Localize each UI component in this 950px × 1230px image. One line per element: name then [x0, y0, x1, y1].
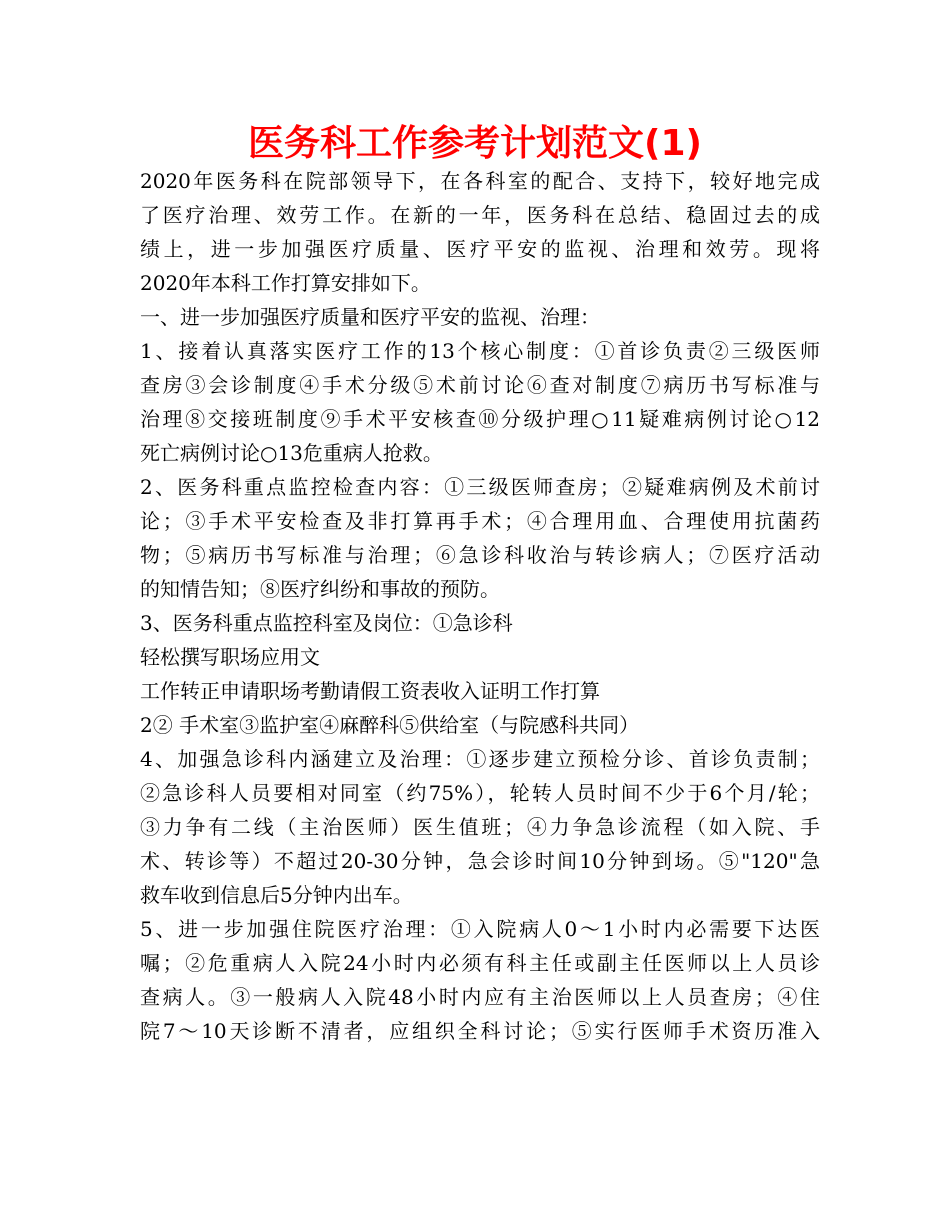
- text-line: 嘱；②危重病人入院24小时内必须有科主任或副主任医师以上人员诊: [140, 951, 820, 975]
- text-line: 1、接着认真落实医疗工作的13个核心制度：①首诊负责②三级医师: [140, 339, 820, 363]
- text-line: 死亡病例讨论○13危重病人抢救。: [140, 441, 443, 465]
- text-line: ③力争有二线（主治医师）医生值班；④力争急诊流程（如入院、手: [140, 815, 820, 839]
- text-line: 一、进一步加强医疗质量和医疗平安的监视、治理：: [140, 305, 600, 329]
- text-line: 查房③会诊制度④手术分级⑤术前讨论⑥查对制度⑦病历书写标准与: [140, 373, 820, 397]
- text-line: 绩上，进一步加强医疗质量、医疗平安的监视、治理和效劳。现将: [140, 237, 820, 261]
- text-line: 查病人。③一般病人入院48小时内应有主治医师以上人员查房；④住: [140, 985, 820, 1009]
- text-line: 了医疗治理、效劳工作。在新的一年，医务科在总结、稳固过去的成: [140, 203, 820, 227]
- text-line: 救车收到信息后5分钟内出车。: [140, 883, 413, 907]
- text-line: 轻松撰写职场应用文: [140, 645, 320, 669]
- document-body: [140, 164, 820, 1048]
- text-line: 4、加强急诊科内涵建立及治理：①逐步建立预检分诊、首诊负责制；: [140, 747, 820, 771]
- text-line: 5、进一步加强住院医疗治理：①入院病人0～1小时内必需要下达医: [140, 917, 820, 941]
- text-line: 2、医务科重点监控检查内容：①三级医师查房；②疑难病例及术前讨: [140, 475, 820, 499]
- text-line: 治理⑧交接班制度⑨手术平安核查⑩分级护理○11疑难病例讨论○12: [140, 407, 820, 431]
- text-line: 院7～10天诊断不清者，应组织全科讨论；⑤实行医师手术资历准入: [140, 1019, 820, 1043]
- text-line: 的知情告知；⑧医疗纠纷和事故的预防。: [140, 577, 500, 601]
- text-line: ②急诊科人员要相对同室（约75%），轮转人员时间不少于6个月/轮；: [140, 781, 820, 805]
- text-line: 工作转正申请职场考勤请假工资表收入证明工作打算: [140, 679, 600, 703]
- text-line: 物；⑤病历书写标准与治理；⑥急诊科收治与转诊病人；⑦医疗活动: [140, 543, 820, 567]
- text-line: 2020年医务科在院部领导下，在各科室的配合、支持下，较好地完成: [140, 169, 820, 193]
- text-line: 论；③手术平安检查及非打算再手术；④合理用血、合理使用抗菌药: [140, 509, 820, 533]
- text-line: 术、转诊等）不超过20-30分钟，急会诊时间10分钟到场。⑤"120"急: [140, 849, 820, 873]
- text-line: 2020年本科工作打算安排如下。: [140, 271, 431, 295]
- text-line: 2② 手术室③监护室④麻醉科⑤供给室（与院感科共同）: [140, 713, 640, 737]
- text-line: 3、医务科重点监控科室及岗位：①急诊科: [140, 611, 513, 635]
- document-title: 医务科工作参考计划范文(1): [248, 123, 702, 164]
